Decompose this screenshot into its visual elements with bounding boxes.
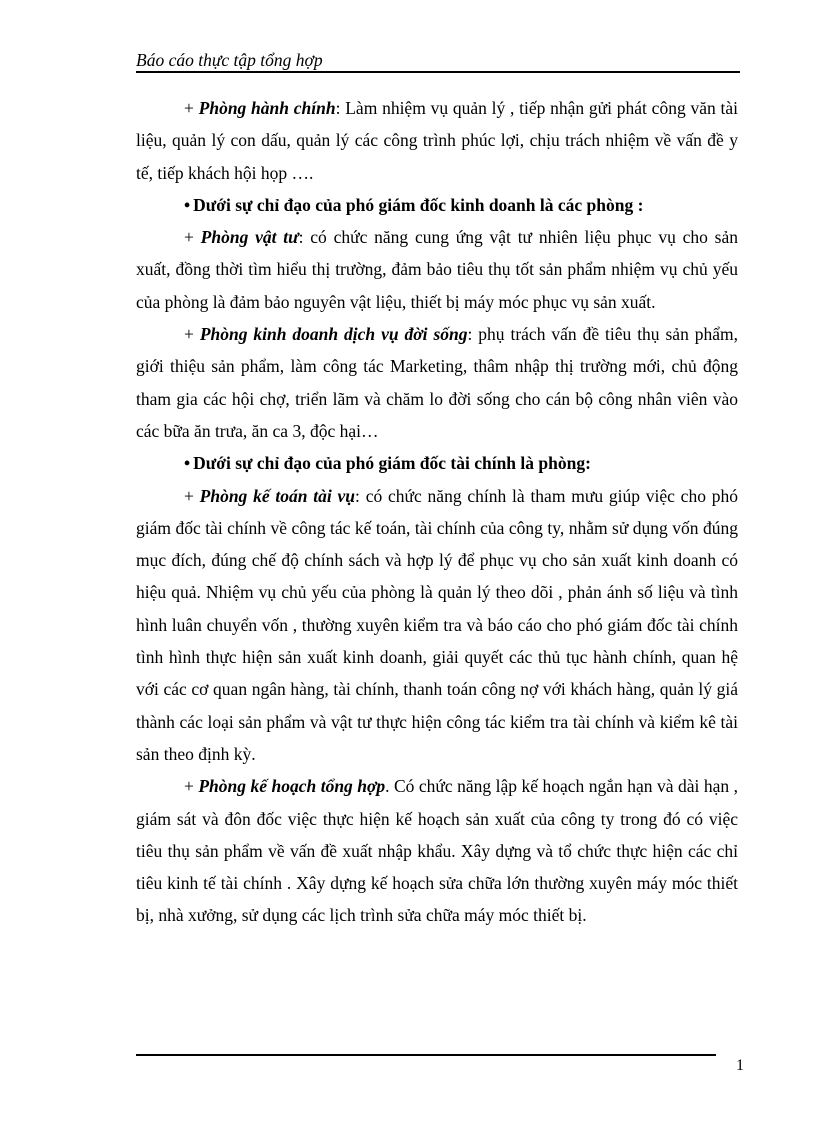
section-heading-text: Dưới sự chỉ đạo của phó giám đốc kinh doanh là các phòng : (193, 194, 644, 215)
department-name-ke-hoach: Phòng kế hoạch tổng hợp (198, 776, 386, 797)
running-header-title: Báo cáo thực tập tổng hợp (136, 50, 323, 70)
paragraph-text: . Có chức năng lập kế hoạch ngắn hạn và dài hạn , giám sát và đôn đốc việc thực hiện kế hoạch sản xuất của công ty trong đó có việc tiêu thụ sản phẩm về vấn đề xuất nhập khẩu. Xây dựng và tổ chức thực hiện các chỉ tiêu kinh tế tài chính . Xây dựng kế hoạch sửa chữa lớn thường xuyên máy móc thiết bị, nhà xưởng, sử dụng các lịch trình sửa chữa máy móc thiết bị. (136, 776, 739, 926)
section-heading-text: Dưới sự chỉ đạo của phó giám đốc tài chính là phòng: (193, 453, 591, 474)
section-heading-tai-chinh (136, 447, 738, 479)
department-name-kinh-doanh: Phòng kinh doanh dịch vụ đời sống (199, 324, 468, 345)
paragraph-text: : có chức năng chính là tham mưu giúp việc cho phó giám đốc tài chính về công tác kế toán, tài chính của công ty, nhằm sử dụng vốn đúng mục đích, đúng chế độ chính sách và hợp lý để phục vụ cho sản xuất kinh doanh có hiệu quả. Nhiệm vụ chủ yếu của phòng là quản lý theo dõi , phản ánh số liệu và tình hình luân chuyển vốn , thường xuyên kiểm tra và báo cáo cho phó giám đốc tài chính tình hình thực hiện sản xuất kinh doanh, giải quyết các thủ tục hành chính, quan hệ với các cơ quan ngân hàng, tài chính, thanh toán công nợ với khách hàng, quản lý giá thành các loại sản phẩm và vật tư thực hiện công tác kiểm tra tài chính và kiểm kê tài sản theo định kỳ. (136, 485, 738, 764)
bullet-icon: • (184, 194, 191, 215)
header-divider (136, 71, 740, 73)
section-heading-kinh-doanh (136, 189, 738, 221)
paragraph-lead: + (184, 324, 200, 345)
paragraph-phong-ke-hoach (136, 770, 738, 931)
paragraph-lead: + (184, 227, 201, 248)
paragraph-phong-vat-tu (136, 221, 738, 318)
paragraph-text: : Làm nhiệm vụ quản lý , tiếp nhận gửi phát công văn tài liệu, quản lý con dấu, quản lý các công trình phúc lợi, chịu trách nhiệm về vấn đề y tế, tiếp khách hội họp …. (136, 98, 738, 183)
paragraph-lead: + (184, 776, 199, 797)
paragraph-text: : phụ trách vấn đề tiêu thụ sản phẩm, giới thiệu sản phẩm, làm công tác Marketing, thâm nhập thị trường mới, chủ động tham gia các hội chợ, triển lãm và chăm lo đời sống cho cán bộ công nhân viên vào các bữa ăn trưa, ăn ca 3, độc hại… (136, 324, 738, 441)
paragraph-phong-hanh-chinh (136, 92, 738, 189)
paragraph-text: : có chức năng cung ứng vật tư nhiên liệu phục vụ cho sản xuất, đồng thời tìm hiểu thị trường, đảm bảo tiêu thụ tốt sản phẩm nhiệm vụ chủ yếu của phòng là đảm bảo nguyên vật liệu, thiết bị máy móc phục vụ sản xuất. (136, 227, 739, 312)
department-name-hanh-chinh: Phòng hành chính (198, 98, 336, 118)
department-name-vat-tu: Phòng vật tư (200, 227, 299, 248)
document-body (136, 92, 738, 932)
department-name-ke-toan: Phòng kế toán tài vụ (199, 485, 356, 506)
paragraph-lead: + (184, 98, 199, 118)
page-number: 1 (736, 1057, 744, 1074)
paragraph-lead: + (184, 485, 200, 506)
paragraph-phong-kinh-doanh (136, 318, 738, 447)
paragraph-phong-ke-toan (136, 480, 738, 771)
bullet-icon: • (184, 453, 191, 474)
footer-divider (136, 1054, 716, 1056)
